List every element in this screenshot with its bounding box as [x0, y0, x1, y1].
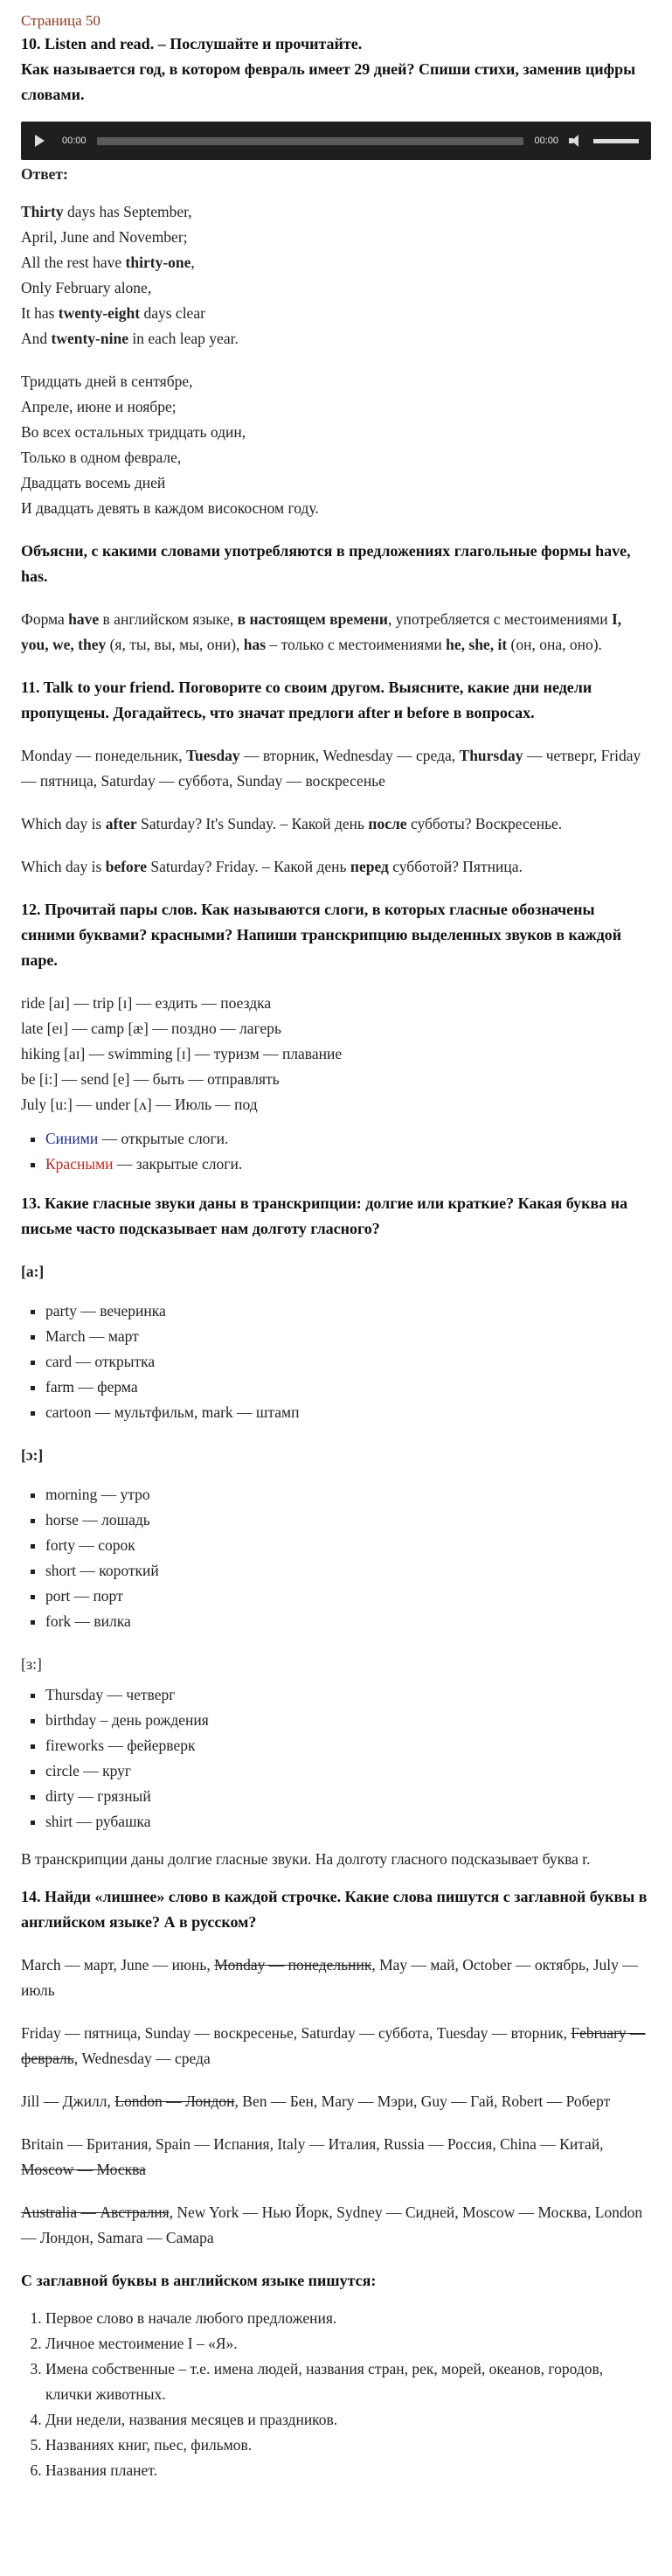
syllable-legend: [21, 1126, 651, 1177]
odd-word-row: March — март, June — июнь, Monday — понедельник, May — май, October — октябрь, July — июль: [21, 1956, 638, 1999]
days-of-week: Monday — понедельник, Tuesday — вторник, Wednesday — среда, Thursday — четверг, Friday — пятница, Saturday — суббота, Sunday — воскресенье: [21, 747, 641, 790]
poem-en-line: April, June and November;: [21, 228, 188, 246]
poem-ru-line: Апреле, июне и ноябре;: [21, 398, 177, 415]
list-item: 4. Дни недели, названия месяцев и праздников.: [45, 2407, 651, 2433]
list-item: ▪ morning — утро: [45, 1482, 651, 1507]
after-sentence: Which day is after Saturday? It's Sunday. – Какой день после субботы? Воскресенье.: [21, 815, 563, 832]
list-item: ▪ fork — вилка: [45, 1609, 651, 1634]
word-pair: ride [aɪ] — trip [ɪ] — ездить — поездка: [21, 994, 272, 1012]
list-item: 6. Названия планет.: [45, 2458, 651, 2483]
list-item: ▪ fireworks — фейерверк: [45, 1733, 651, 1758]
poem-ru-line: Тридцать дней в сентябре,: [21, 372, 193, 390]
sound-list-er: [21, 1682, 651, 1835]
poem-en-line: It has twenty-eight days clear: [21, 304, 205, 322]
word-pair: late [eɪ] — camp [æ] — поздно — лагерь: [21, 1020, 281, 1037]
list-item: ▪ March — март: [45, 1324, 651, 1349]
q13-conclusion: В транскрипции даны долгие гласные звуки. На долготу гласного подсказывает буква r.: [21, 1850, 591, 1868]
audio-current-time: 00:00: [62, 135, 87, 146]
odd-word: London — Лондон: [114, 2092, 235, 2110]
caps-list: [21, 2306, 651, 2483]
list-item: ▪ short — короткий: [45, 1558, 651, 1584]
q13-heading: 13. Какие гласные звуки даны в транскрипции: долгие или краткие? Какая буква на письме часто подсказывает нам долготу гласного?: [21, 1194, 628, 1237]
q11-heading: 11. Talk to your friend. Поговорите со своим другом. Выясните, какие дни недели пропущены. Догадайтесь, что значат предлоги after и before в вопросах.: [21, 679, 592, 721]
page-label: Страница 50: [21, 12, 100, 29]
odd-word: Monday — понедельник: [214, 1956, 372, 1974]
list-item: ▪ Thursday — четверг: [45, 1682, 651, 1708]
poem-en-line: All the rest have thirty-one,: [21, 254, 195, 271]
poem-en-line: Thirty days has September,: [21, 203, 192, 220]
list-item: ▪ card — открытка: [45, 1349, 651, 1375]
list-item: ▪ Синими — открытые слоги.: [45, 1126, 651, 1152]
word-pair: July [u:] — under [ʌ] — Июль — под: [21, 1096, 258, 1113]
sound-label-er: [ɜ:]: [21, 1655, 42, 1673]
audio-player[interactable]: [21, 122, 651, 160]
poem-ru-line: Двадцать восемь дней: [21, 474, 166, 491]
list-item: ▪ horse — лошадь: [45, 1507, 651, 1533]
list-item: ▪ shirt — рубашка: [45, 1809, 651, 1835]
sound-list-o: [21, 1482, 651, 1634]
audio-progress-track[interactable]: [97, 137, 524, 145]
list-item: 2. Личное местоимение I – «Я».: [45, 2331, 651, 2357]
list-item: ▪ birthday – день рождения: [45, 1708, 651, 1733]
q10-heading-1: 10. Listen and read. – Послушайте и прочитайте.: [21, 35, 363, 52]
list-item: ▪ forty — сорок: [45, 1533, 651, 1558]
list-item: ▪ Красными — закрытые слоги.: [45, 1152, 651, 1177]
q14-heading: 14. Найди «лишнее» слово в каждой строчке. Какие слова пишутся с заглавной буквы в английском языке? А в русском?: [21, 1888, 648, 1931]
answer-label: Ответ:: [21, 165, 68, 183]
volume-slider[interactable]: [593, 139, 639, 143]
word-pair: hiking [aɪ] — swimming [ɪ] — туризм — плавание: [21, 1045, 343, 1062]
list-item: ▪ cartoon — мультфильм, mark — штамп: [45, 1400, 651, 1425]
play-icon[interactable]: [35, 135, 45, 147]
list-item: 1. Первое слово в начале любого предложения.: [45, 2306, 651, 2331]
list-item: ▪ farm — ферма: [45, 1375, 651, 1400]
list-item: ▪ port — порт: [45, 1584, 651, 1609]
odd-word: Australia — Австралия: [21, 2204, 170, 2221]
poem-en: [21, 199, 651, 352]
sound-label-o: [ɔ:]: [21, 1446, 44, 1464]
word-pair: be [i:] — send [e] — быть — отправлять: [21, 1070, 280, 1088]
list-item: 5. Названиях книг, пьес, фильмов.: [45, 2433, 651, 2458]
list-item: 3. Имена собственные – т.е. имена людей, названия стран, рек, морей, океанов, городов, клички животных.: [45, 2357, 651, 2407]
poem-ru: [21, 369, 651, 521]
poem-ru-line: Во всех остальных тридцать один,: [21, 423, 246, 441]
odd-word-row: Friday — пятница, Sunday — воскресенье, Saturday — суббота, Tuesday — вторник, February — февраль, Wednesday — среда: [21, 2024, 646, 2067]
q10-heading-2: Как называется год, в котором февраль имеет 29 дней? Спиши стихи, заменив цифры словами.: [21, 60, 636, 103]
odd-word-row: Britain — Британия, Spain — Испания, Italy — Италия, Russia — Россия, China — Китай, Moscow — Москва: [21, 2135, 604, 2178]
sound-label-a: [a:]: [21, 1263, 45, 1280]
odd-word: Moscow — Москва: [21, 2161, 146, 2178]
poem-ru-line: Только в одном феврале,: [21, 449, 182, 466]
sound-list-a: [21, 1298, 651, 1425]
q12-heading: 12. Прочитай пары слов. Как называются слоги, в которых гласные обозначены синими буквами? красными? Напиши транскрипцию выделенных звуков в каждой паре.: [21, 901, 622, 969]
word-pairs: [21, 991, 651, 1117]
poem-en-line: Only February alone,: [21, 279, 152, 296]
have-has-answer: Форма have в английском языке, в настоящем времени, употребляется с местоимениями I, you, we, they (я, ты, вы, мы, они), has – только с местоимениями he, she, it (он, она, оно).: [21, 610, 622, 653]
before-sentence: Which day is before Saturday? Friday. – Какой день перед субботой? Пятница.: [21, 858, 523, 875]
poem-en-line: And twenty-nine in each leap year.: [21, 330, 239, 347]
list-item: ▪ party — вечеринка: [45, 1298, 651, 1324]
volume-icon[interactable]: [569, 135, 583, 147]
audio-duration: 00:00: [534, 135, 558, 146]
poem-ru-line: И двадцать девять в каждом високосном году.: [21, 499, 319, 517]
caps-heading: С заглавной буквы в английском языке пишутся:: [21, 2272, 377, 2289]
list-item: ▪ dirty — грязный: [45, 1784, 651, 1809]
odd-word: February — февраль: [21, 2024, 646, 2067]
list-item: ▪ circle — круг: [45, 1758, 651, 1784]
odd-word-row: Australia — Австралия, New York — Нью Йорк, Sydney — Сидней, Moscow — Москва, London — Лондон, Samara — Самара: [21, 2204, 643, 2246]
have-has-question: Объясни, с какими словами употребляются в предложениях глагольные формы have, has.: [21, 542, 631, 585]
odd-word-row: Jill — Джилл, London — Лондон, Ben — Бен, Mary — Мэри, Guy — Гай, Robert — Роберт: [21, 2092, 611, 2110]
